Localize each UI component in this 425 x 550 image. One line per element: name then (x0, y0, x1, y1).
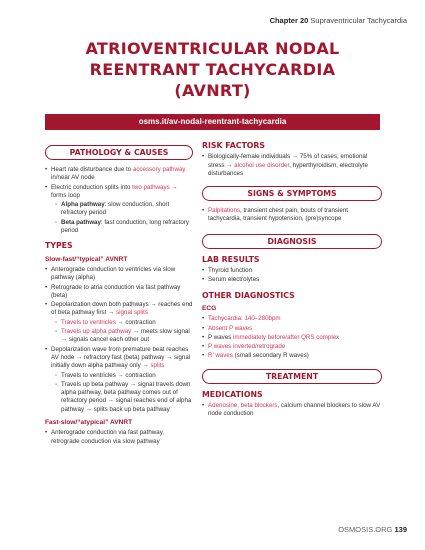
page-header (270, 16, 407, 25)
slow-fast-list (45, 266, 193, 414)
list-item: • P waves immediately before/after QRS complex (202, 334, 382, 342)
list-item: ◦ Travels to ventricles → contraction (55, 372, 193, 380)
slow-fast-title: Slow-fast/“typical” AVNRT (45, 255, 128, 263)
list-item: • Tachycardia: 140–280bpm (202, 315, 382, 323)
list-item: • Anterograde conduction via fast pathway, retrograde conduction via slow pathway (45, 429, 193, 446)
list-item: • P waves inverted/retrograde (202, 343, 382, 351)
url-link[interactable]: osms.it/av-nodal-reentrant-tachycardia (45, 114, 380, 130)
ecg-title: ECG (202, 304, 217, 312)
list-item: • Palpitations, transient chest pain, bouts of transient tachycardia, transient hypotension, (pre)syncope (202, 207, 382, 224)
list-item: • Electric conduction splits into two pathways → forms loop ◦ Alpha pathway: slow conduction, short refractory period ◦ Beta pathway: fast conduction, long refractory period (45, 184, 193, 236)
list-item: • Absent P waves (202, 325, 382, 333)
signs-list (202, 207, 382, 224)
list-item: ◦ Travels to ventricles → contraction (55, 319, 193, 327)
list-item: ◦ Travels up alpha pathway → meets slow signal → signals cancel each other out (55, 328, 193, 345)
chapter-number: Chapter 20 (269, 16, 309, 25)
signs-symptoms-header: SIGNS & SYMPTOMS (202, 186, 382, 201)
list-item: • R’ waves (small secondary R waves) (202, 352, 382, 360)
treatment-header: TREATMENT (202, 369, 382, 384)
list-item: • Depolarization down both pathways → reaches end of beta pathway first → signal splits ◦ Travels to ventricles → contraction ◦ Travels up alpha pathway → meets slow signal → signals cancel each other out (45, 301, 193, 344)
list-item: • Retrograde to atria conduction via fast pathway (beta) (45, 284, 193, 301)
chapter-title: Supraventricular Tachycardia (310, 16, 407, 25)
ecg-list (202, 315, 382, 360)
title-line-1: ATRIOVENTRICULAR NODAL (85, 39, 340, 58)
other-diagnostics-header: OTHER DIAGNOSTICS (202, 290, 295, 300)
list-item: • Thyroid function (202, 267, 382, 275)
list-item: • Serum electrolytes (202, 276, 382, 284)
pathology-causes-header: PATHOLOGY & CAUSES (45, 145, 193, 160)
list-item: • Depolarization wave from premature beat reaches AV node → refractory fast (beta) pathway → signal initially down alpha pathway only → splits ◦ Travels to ventricles → contraction ◦ Travels up beta pathway → signal travels down alpha pathway, beta pathway comes out of refractory period → signal reaches end of alpha pathway → splits back up beta pathway (45, 346, 193, 414)
list-item: • Adenosine, beta blockers, calcium channel blockers to slow AV node conduction (202, 402, 382, 419)
fast-slow-title: Fast-slow/“atypical” AVNRT (45, 419, 133, 427)
lab-list (202, 267, 382, 285)
list-item: • Biologically-female individuals → 75% of cases; emotional stress → alcohol use disorder, hyperthyroidism, electrolyte disturbances (202, 153, 382, 178)
fast-slow-list (45, 429, 193, 446)
list-item: ◦ Alpha pathway: slow conduction, short refractory period (55, 201, 193, 218)
types-header: TYPES (45, 241, 73, 251)
list-item: • Anterograde conduction to ventricles via slow pathway (alpha) (45, 266, 193, 283)
lab-results-header: LAB RESULTS (202, 254, 260, 264)
left-column (45, 142, 193, 447)
medications-header: MEDICATIONS (202, 389, 263, 399)
site-name[interactable]: OSMOSIS.ORG (338, 525, 393, 534)
title-line-3: (AVNRT) (174, 81, 251, 100)
list-item: ◦ Travels up beta pathway → signal travels down alpha pathway, beta pathway comes out of refractory period → signal reaches end of alpha pathway → splits back up beta pathway (55, 381, 193, 414)
risk-list (202, 153, 382, 178)
list-item: ◦ Beta pathway: fast conduction, long refractory period (55, 219, 193, 236)
risk-factors-header: RISK FACTORS (202, 141, 266, 150)
page-footer (338, 525, 407, 534)
title-line-2: REENTRANT TACHYCARDIA (89, 60, 336, 79)
list-item: • Heart rate disturbance due to accessory pathway in/near AV node (45, 166, 193, 183)
page-number: 139 (394, 525, 407, 534)
pathology-list (45, 166, 193, 235)
right-column (202, 142, 382, 420)
medications-list (202, 402, 382, 419)
page-title (0, 38, 425, 101)
diagnosis-header: DIAGNOSIS (202, 234, 382, 249)
